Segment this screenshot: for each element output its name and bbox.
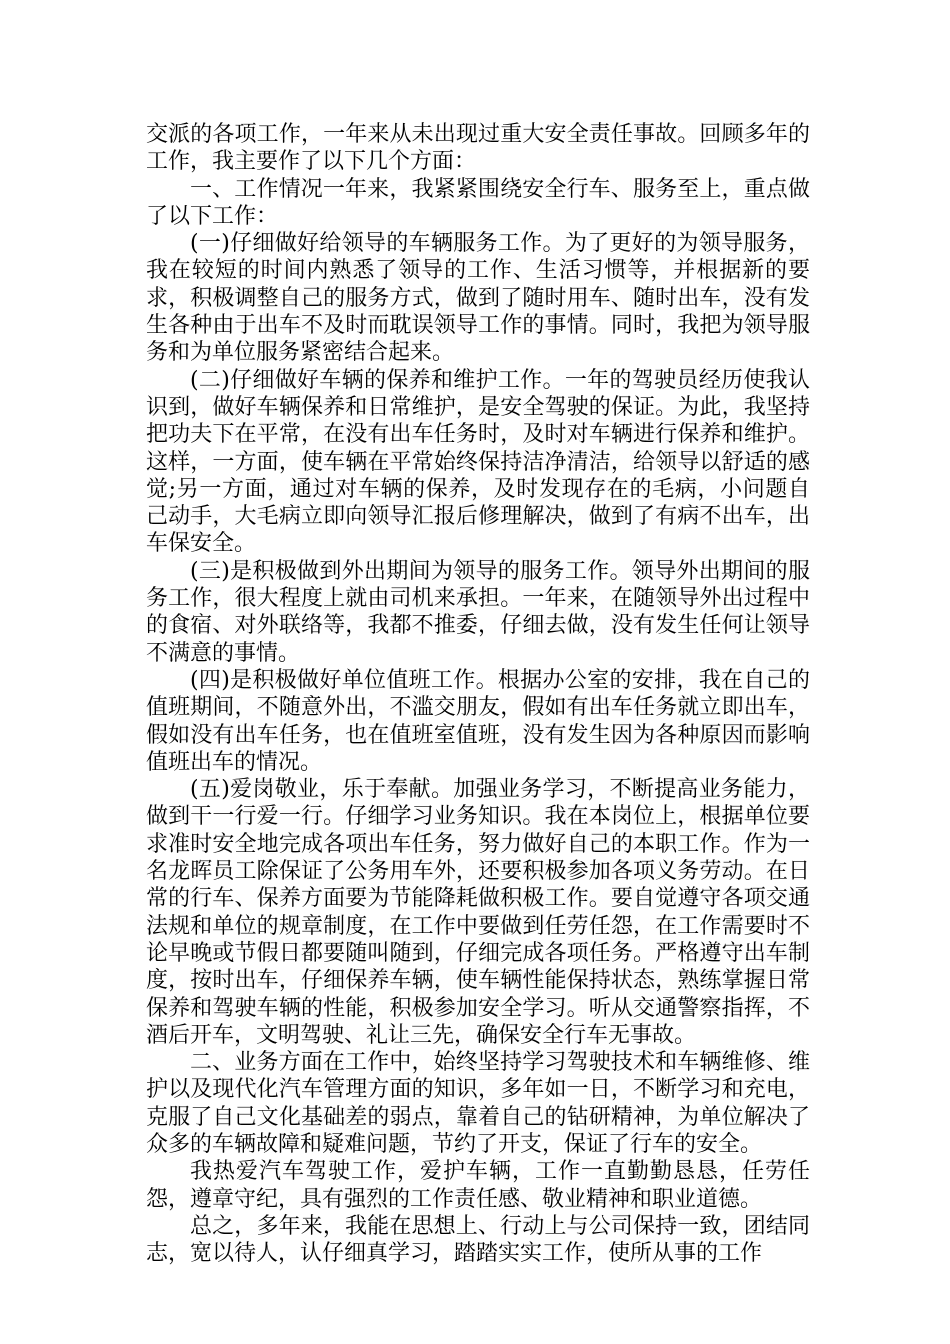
paragraph-item-3-travel-service: (三)是积极做到外出期间为领导的服务工作。领导外出期间的服务工作，很大程度上就由司机来承担。一年来，在随领导外出过程中的食宿、对外联络等，我都不推委，仔细去做，没有发生任何让领导不满意的事情。 xyxy=(146,558,810,666)
paragraph-work-overview: 一、工作情况一年来，我紧紧围绕安全行车、服务至上，重点做了以下工作： xyxy=(146,176,810,229)
paragraph-item-4-duty-shift: (四)是积极做好单位值班工作。根据办公室的安排，我在自己的值班期间，不随意外出，不滥交朋友，假如有出车任务就立即出车，假如没有出车任务，也在值班室值班，没有发生因为各种原因而影响值班出车的情况。 xyxy=(146,667,810,775)
paragraph-item-2-vehicle-maintenance: (二)仔细做好车辆的保养和维护工作。一年的驾驶员经历使我认识到，做好车辆保养和日常维护，是安全驾驶的保证。为此，我坚持把功夫下在平常，在没有出车任务时，及时对车辆进行保养和维护。这样，一方面，使车辆在平常始终保持洁净清洁，给领导以舒适的感觉;另一方面，通过对车辆的保养，及时发现存在的毛病，小问题自己动手，大毛病立即向领导汇报后修理解决，做到了有病不出车，出车保安全。 xyxy=(146,367,810,557)
paragraph-item-5-dedication: (五)爱岗敬业，乐于奉献。加强业务学习，不断提高业务能力，做到干一行爱一行。仔细学习业务知识。我在本岗位上，根据单位要求准时安全地完成各项出车任务，努力做好自己的本职工作。作为一名龙晖员工除保证了公务用车外，还要积极参加各项义务劳动。在日常的行车、保养方面要为节能降耗做积极工作。要自觉遵守各项交通法规和单位的规章制度，在工作中要做到任劳任怨，在工作需要时不论早晚或节假日都要随叫随到，仔细完成各项任务。严格遵守出车制度，按时出车，仔细保养车辆，使车辆性能保持状态，熟练掌握日常保养和驾驶车辆的性能，积极参加安全学习。听从交通警察指挥，不酒后开车，文明驾驶、礼让三先，确保安全行车无事故。 xyxy=(146,777,810,1048)
paragraph-business-skills: 二、业务方面在工作中，始终坚持学习驾驶技术和车辆维修、维护以及现代化汽车管理方面的知识，多年如一日，不断学习和充电，克服了自己文化基础差的弱点，靠着自己的钻研精神，为单位解决了众多的车辆故障和疑难问题，节约了开支，保证了行车的安全。 xyxy=(146,1050,810,1157)
paragraph-item-1-leader-service: (一)仔细做好给领导的车辆服务工作。为了更好的为领导服务，我在较短的时间内熟悉了领导的工作、生活习惯等，并根据新的要求，积极调整自己的服务方式，做到了随时用车、随时出车，没有发生各种由于出车不及时而耽误领导工作的事情。同时，我把为领导服务和为单位服务紧密结合起来。 xyxy=(146,231,810,366)
document-page xyxy=(146,121,810,1267)
paragraph-summary: 总之，多年来，我能在思想上、行动上与公司保持一致，团结同志，宽以待人，认仔细真学习，踏踏实实工作，使所从事的工作 xyxy=(146,1213,810,1267)
paragraph-love-of-driving: 我热爱汽车驾驶工作，爱护车辆，工作一直勤勤恳恳，任劳任怨，遵章守纪，具有强烈的工作责任感、敬业精神和职业道德。 xyxy=(146,1159,810,1212)
paragraph-intro: 交派的各项工作，一年来从未出现过重大安全责任事故。回顾多年的工作，我主要作了以下几个方面： xyxy=(146,122,810,175)
